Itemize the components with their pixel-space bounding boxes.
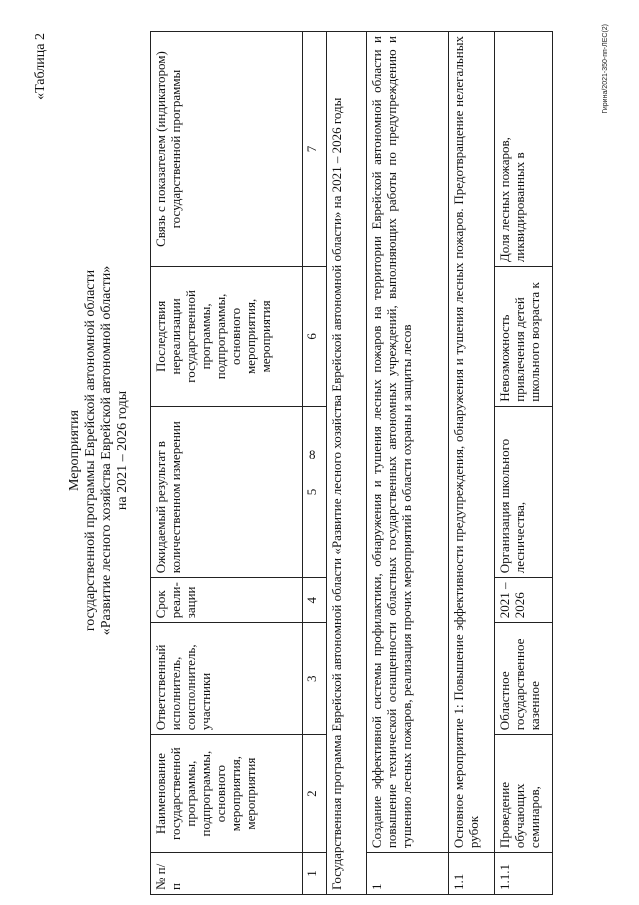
measure-indicator: Доля лесных пожаров, ликвидированных в [495,32,553,267]
title-line-3: «Развитие лесного хозяйства Еврейской автономной области» [99,265,114,636]
page-number: 8 [309,447,316,462]
header-result: Ожидаемый результат в количественном измерении [151,406,303,577]
program-title: Государственная программа Еврейской автономной области «Развитие лесного хозяйства Еврейской автономной области» на 2021 – 2026 годы [327,32,367,895]
col-number: 5 [303,406,327,577]
header-executor: Ответственный исполнитель, соисполнитель, участники [151,623,303,735]
measures-table [150,31,553,895]
header-name: Наименование государственной программы, подпрограммы, основного мероприятия, мероприятия [151,735,303,853]
table-row [367,32,449,895]
measure-result: Организация школьного лесничества, [495,406,553,577]
main-measure-description: Основное мероприятие 1: Повышение эффективности предупреждения, обнаружения и тушения лесных пожаров. Предотвращение нелегальных рубок [449,32,495,853]
header-num: № п/п [151,853,303,895]
title-line-2: государственной программы Еврейской автономной области [83,269,98,632]
document-title [67,0,131,903]
header-indicator: Связь с показателем (индикатором) государственной программы [151,32,303,267]
measure-executor: Областное государственное казенное [495,623,553,735]
col-number: 7 [303,32,327,267]
row-number: 1 [367,853,449,895]
col-number: 3 [303,623,327,735]
row-number: 1.1.1 [495,853,553,895]
title-line-1: Мероприятия [67,410,82,491]
column-number-row [303,32,327,895]
table-row [495,32,553,895]
measure-period: 2021 – 2026 [495,578,553,623]
title-line-4: на 2021 – 2026 годы [115,390,130,511]
measure-consequence: Невозможность привлечения детей школьного возраста к [495,267,553,407]
col-number: 1 [303,853,327,895]
header-consequence: Последствия нереализации государственной программы, подпрограммы, основного мероприятия, мероприятия [151,267,303,407]
program-row [327,32,367,895]
col-number: 4 [303,578,327,623]
col-number: 6 [303,267,327,407]
measure-name: Проведение обучающих семинаров, [495,735,553,853]
col-number: 2 [303,735,327,853]
table-row [449,32,495,895]
table-label: «Таблица 2 [33,33,48,100]
header-period: Срок реали-зации [151,578,303,623]
document-code: Гирина/2021-350-пп-ЛЕС(2) [602,24,609,114]
header-row [151,32,303,895]
row-number: 1.1 [449,853,495,895]
task-description: Создание эффективной системы профилактики, обнаружения и тушения лесных пожаров на территории Еврейской автономной области и повышение технической оснащенности областных государственных автономных учреждений, выполняющих работы по предупреждению и тушению лесных пожаров, реализация прочих мероприятий в области охраны и защиты лесов [367,32,449,853]
